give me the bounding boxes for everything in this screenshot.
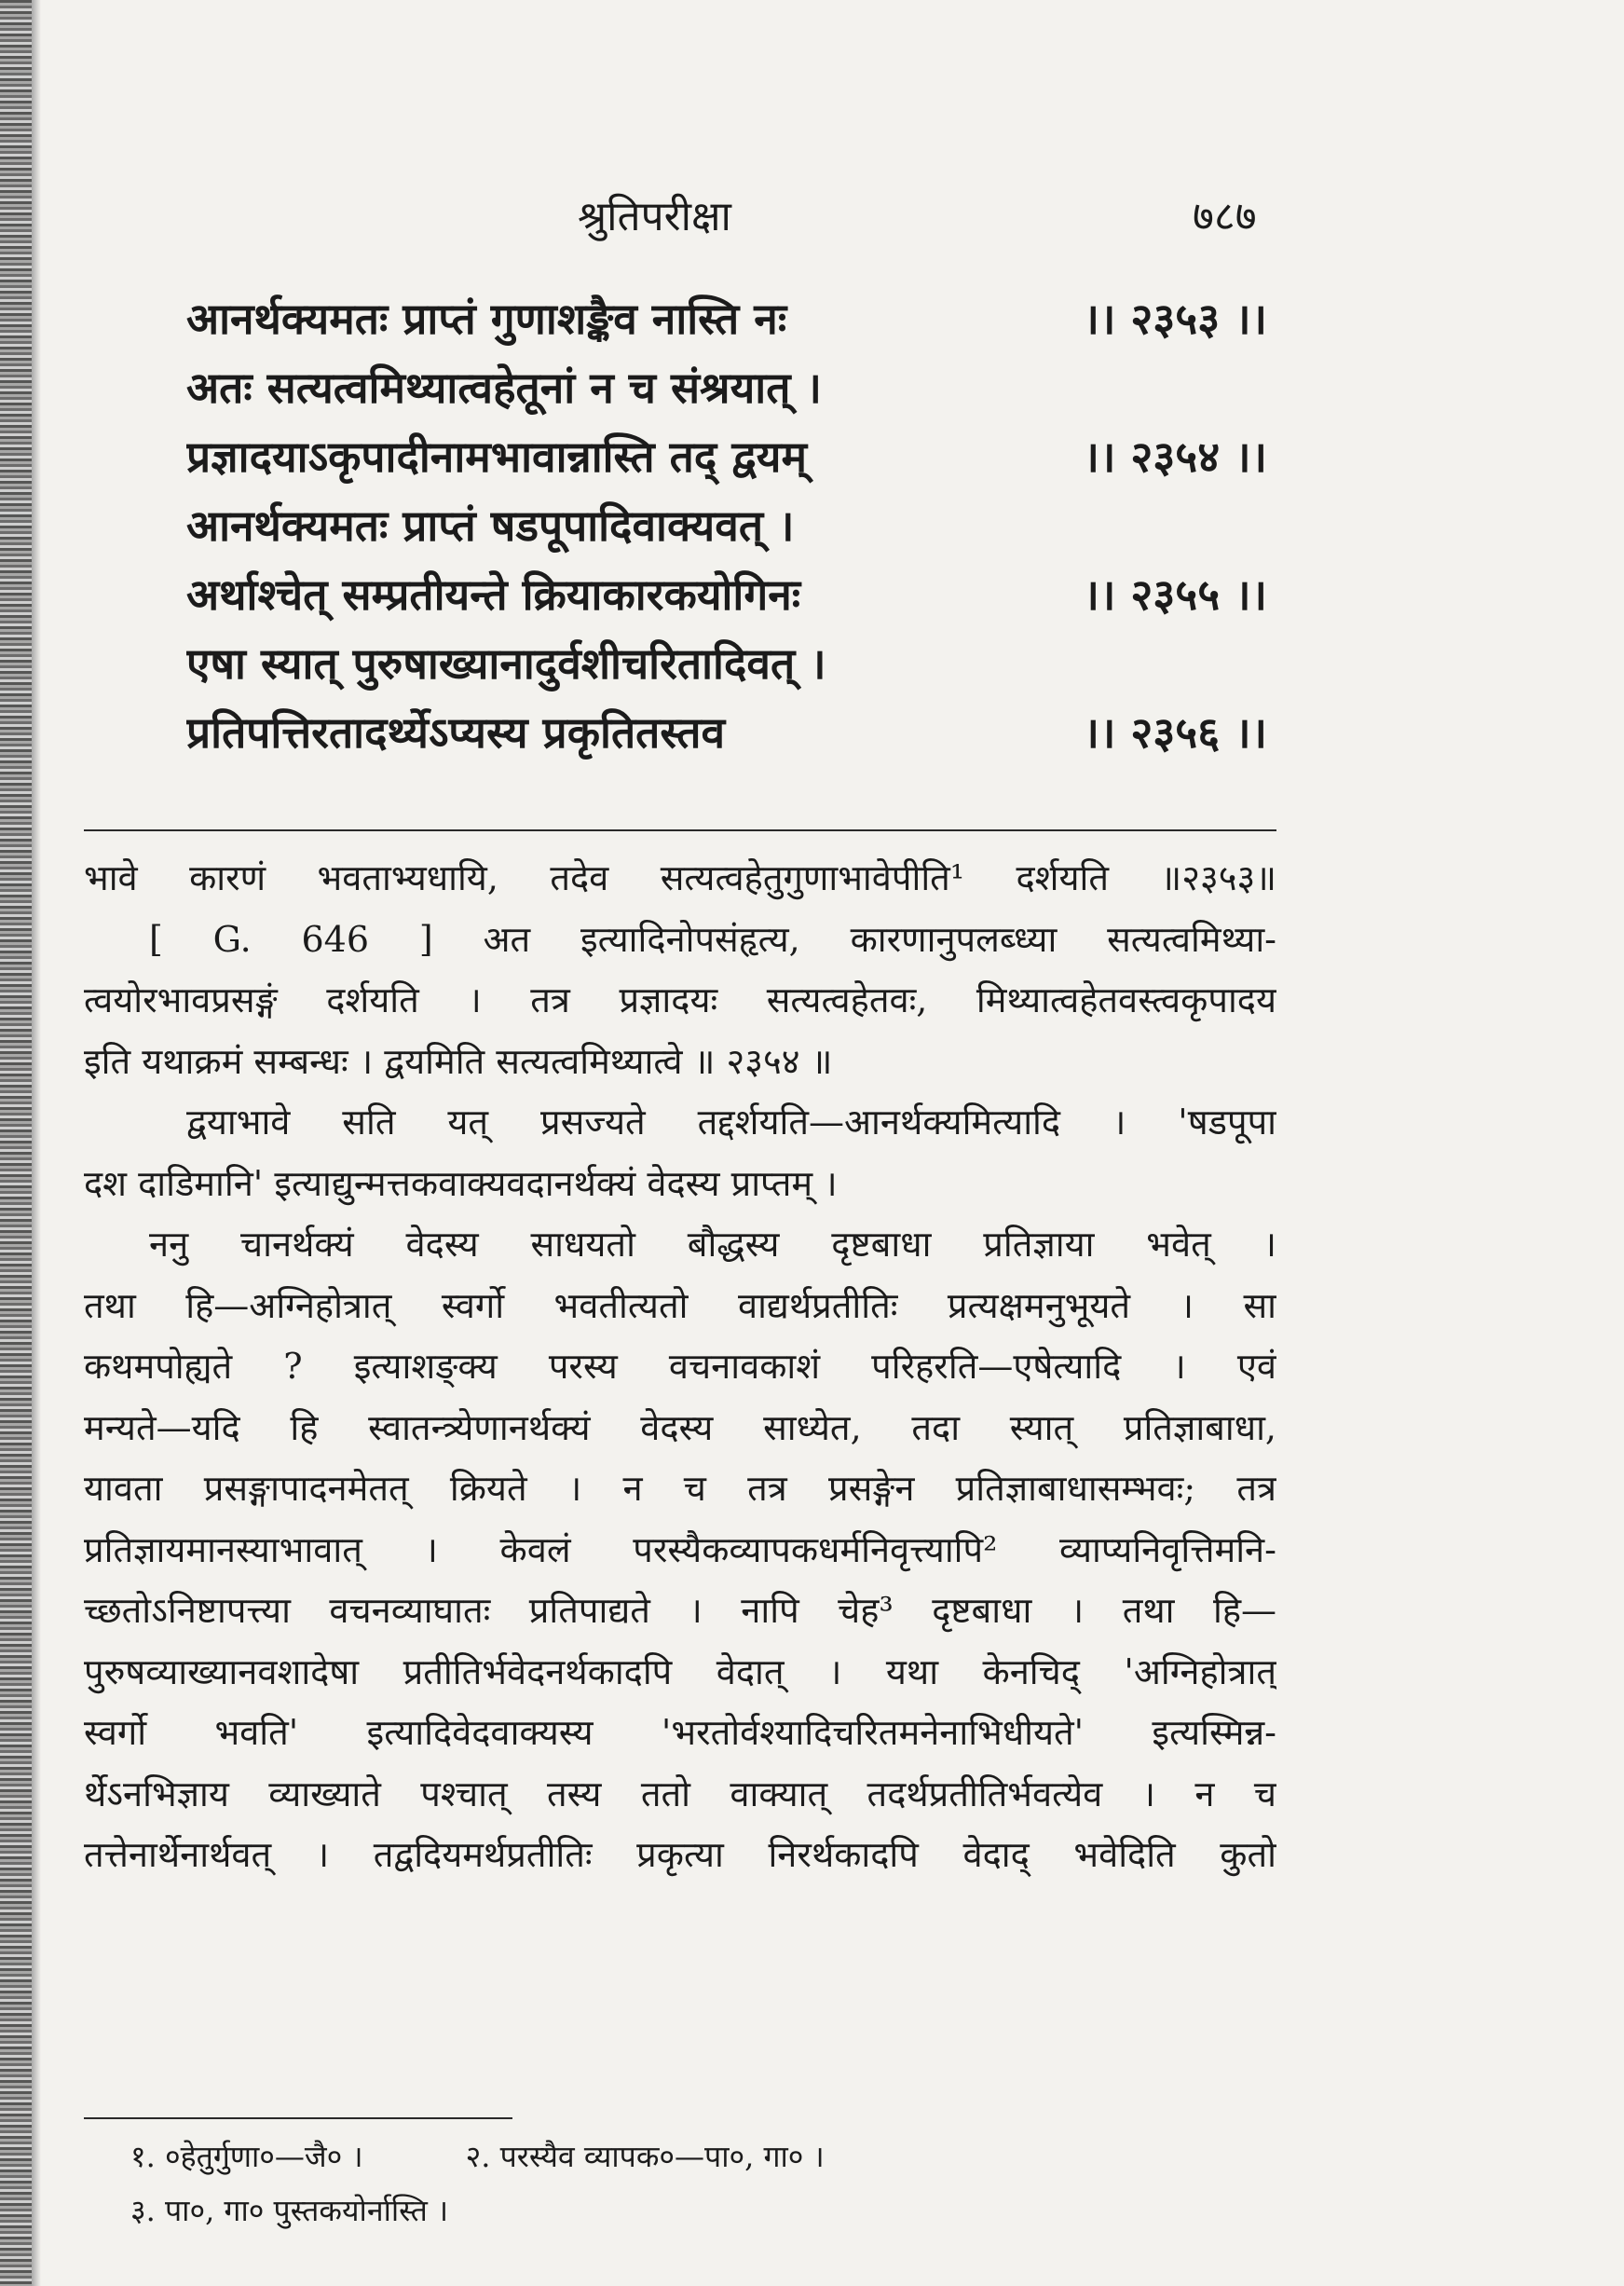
verse-line <box>186 289 1267 358</box>
verse-number: ।। २३५५ ।। <box>1083 569 1267 620</box>
commentary-line: यावता प्रसङ्गापादनमेतत् क्रियते । न च तत्र प्रसङ्गेन प्रतिज्ञाबाधासम्भवः; तत्र <box>84 1468 1276 1509</box>
footnote-2: २. परस्यैव व्यापक०—पा०, गा० । <box>465 2139 825 2174</box>
page-header <box>0 186 1624 252</box>
commentary-line: र्थेऽनभिज्ञाय व्याख्याते पश्चात् तस्य ततो वाक्यात् तदर्थप्रतीतिर्भवत्येव । न च <box>84 1773 1276 1814</box>
book-spine-edge <box>0 0 32 2286</box>
commentary-line: [ G. 646 ] अत इत्यादिनोपसंहृत्य, कारणानुपलब्ध्या सत्यत्वमिथ्या- <box>149 918 1276 960</box>
verse-text: एषा स्यात् पुरुषाख्यानादुर्वशीचरितादिवत् । <box>186 638 826 689</box>
commentary-line: स्वर्गो भवति' इत्यादिवेदवाक्यस्य 'भरतोर्वश्यादिचरितमनेनाभिधीयते' इत्यस्मिन्न- <box>84 1712 1276 1753</box>
verse-line <box>186 496 1267 565</box>
verse-number: ।। २३५३ ।। <box>1083 294 1267 344</box>
commentary-line: च्छतोऽनिष्टापत्त्या वचनव्याघातः प्रतिपाद्यते । नापि चेह³ दृष्टबाधा । तथा हि— <box>84 1590 1276 1631</box>
verse-divider <box>84 829 1276 831</box>
commentary-block <box>84 848 1276 1886</box>
verse-line <box>186 427 1267 496</box>
commentary-line: पुरुषव्याख्यानवशादेषा प्रतीतिर्भवेदनर्थकादपि वेदात् । यथा केनचिद् 'अग्निहोत्रात् <box>84 1650 1276 1692</box>
footnote-3: ३. पा०, गा० पुस्तकयोर्नास्ति । <box>130 2193 449 2228</box>
commentary-line: कथमपोह्यते ? इत्याशङ्क्य परस्य वचनावकाशं परिहरति—एषेत्यादि । एवं <box>84 1346 1276 1387</box>
commentary-line: मन्यते—यदि हि स्वातन्त्र्येणानर्थक्यं वेदस्य साध्येत, तदा स्यात् प्रतिज्ञाबाधा, <box>84 1406 1276 1448</box>
commentary-line: इति यथाक्रमं सम्बन्धः । द्वयमिति सत्यत्वमिथ्यात्वे ॥ २३५४ ॥ <box>84 1040 833 1082</box>
commentary-line: तत्तेनार्थेनार्थवत् । तद्वदियमर्थप्रतीतिः प्रकृत्या निरर्थकादपि वेदाद् भवेदिति कुतो <box>84 1834 1276 1875</box>
verse-text: प्रज्ञादयाऽकृपादीनामभावान्नास्ति तद् द्वयम् <box>186 431 807 482</box>
footnote-row <box>130 2183 1249 2238</box>
verse-line <box>186 565 1267 634</box>
commentary-line: त्वयोरभावप्रसङ्गं दर्शयति । तत्र प्रज्ञादयः सत्यत्वहेतवः, मिथ्यात्वहेतवस्त्वकृपादय <box>84 979 1276 1020</box>
commentary-line: दश दाडिमानि' इत्याद्युन्मत्तकवाक्यवदानर्थक्यं वेदस्य प्राप्तम् । <box>84 1162 838 1204</box>
verse-line <box>186 703 1267 772</box>
verse-block <box>186 289 1267 772</box>
verse-number: ।। २३५६ ।। <box>1083 707 1267 758</box>
verse-line <box>186 358 1267 427</box>
footnote-divider <box>84 2117 512 2119</box>
commentary-line: भावे कारणं भवताभ्यधायि, तदेव सत्यत्वहेतुगुणाभावेपीति¹ दर्शयति ॥२३५३॥ <box>84 857 1276 898</box>
running-title: श्रुतिपरीक्षा <box>578 193 731 240</box>
footnote-1: १. ०हेतुर्गुणा०—जै० । <box>130 2139 363 2174</box>
footnote-row <box>130 2129 1249 2183</box>
book-spine-shadow <box>32 0 41 2286</box>
verse-text: आनर्थक्यमतः प्राप्तं षडपूपादिवाक्यवत् । <box>186 500 795 551</box>
commentary-line: ननु चानर्थक्यं वेदस्य साधयतो बौद्धस्य दृष्टबाधा प्रतिज्ञाया भवेत् । <box>149 1224 1276 1265</box>
verse-number: ।। २३५४ ।। <box>1083 431 1267 482</box>
page-number: ७८७ <box>1193 193 1257 240</box>
commentary-line: तथा हि—अग्निहोत्रात् स्वर्गो भवतीत्यतो वाद्यर्थप्रतीतिः प्रत्यक्षमनुभूयते । सा <box>84 1284 1276 1326</box>
verse-text: अतः सत्यत्वमिथ्यात्वहेतूनां न च संश्रयात् । <box>186 363 822 413</box>
verse-text: प्रतिपत्तिरतादर्थ्येऽप्यस्य प्रकृतितस्तव <box>186 707 726 758</box>
footnotes <box>130 2129 1249 2238</box>
commentary-line: प्रतिज्ञायमानस्याभावात् । केवलं परस्यैकव्यापकधर्मनिवृत्त्यापि² व्याप्यनिवृत्तिमनि- <box>84 1528 1276 1570</box>
verse-text: अर्थाश्चेत् सम्प्रतीयन्ते क्रियाकारकयोगिनः <box>186 569 801 620</box>
verse-text: आनर्थक्यमतः प्राप्तं गुणाशङ्कैव नास्ति नः <box>186 294 787 344</box>
commentary-line: द्वयाभावे सति यत् प्रसज्यते तद्दर्शयति—आनर्थक्यमित्यादि । 'षडपूपा <box>186 1102 1276 1143</box>
verse-line <box>186 634 1267 703</box>
